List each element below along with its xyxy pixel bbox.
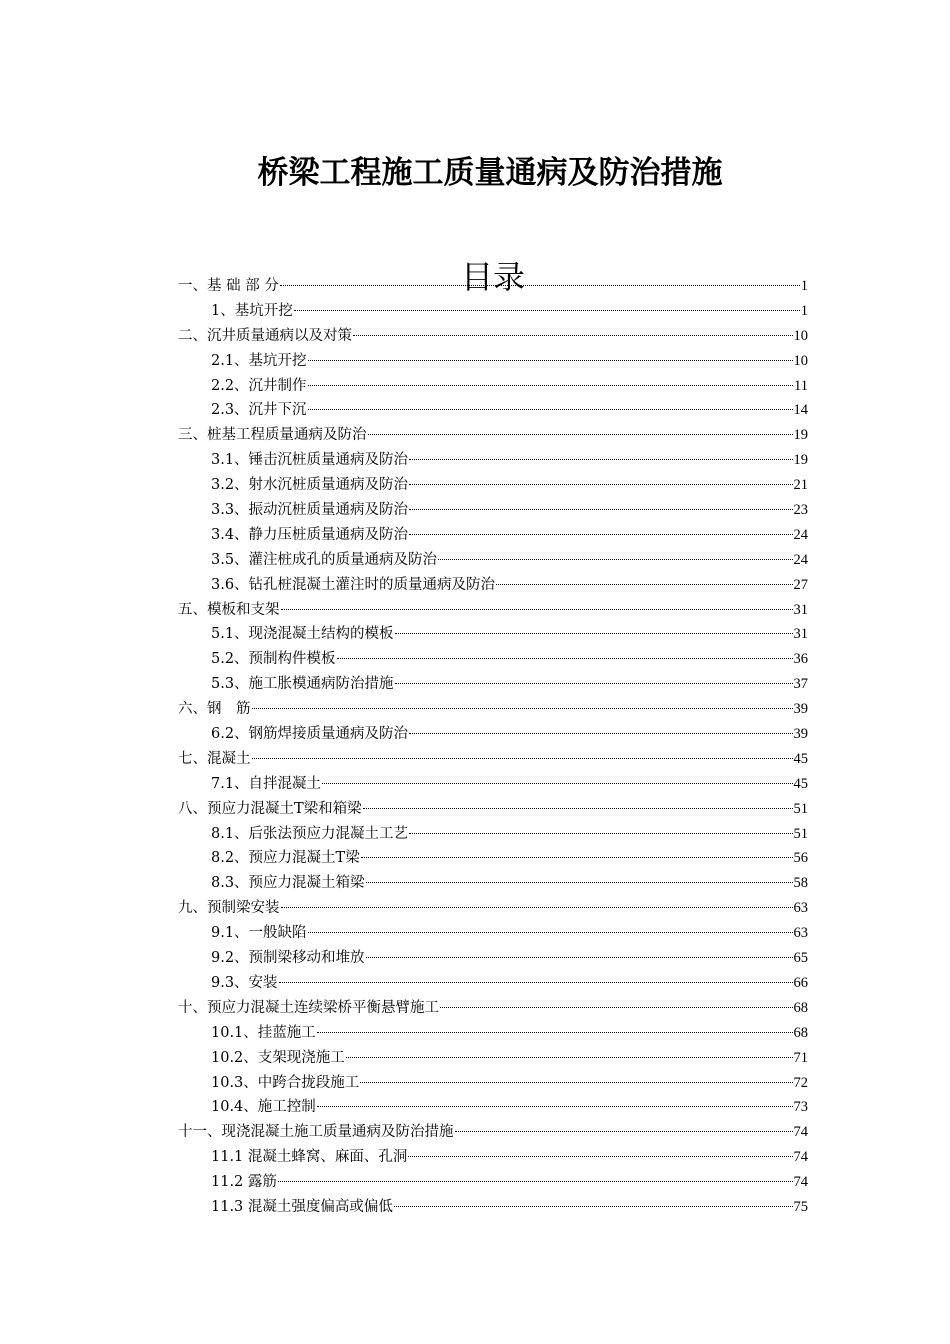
toc-entry-label: 9.2、预制梁移动和堆放 bbox=[211, 950, 365, 967]
toc-entry[interactable] bbox=[178, 1120, 808, 1145]
toc-dot-leader bbox=[395, 633, 793, 634]
toc-entry-label: 3.1、锤击沉桩质量通病及防治 bbox=[211, 452, 409, 469]
toc-entry[interactable] bbox=[178, 946, 808, 971]
toc-dot-leader bbox=[361, 857, 793, 858]
toc-entry[interactable] bbox=[178, 772, 808, 797]
toc-entry[interactable] bbox=[178, 1021, 808, 1046]
toc-entry-page-number: 58 bbox=[793, 875, 808, 892]
toc-entry[interactable] bbox=[178, 274, 808, 299]
toc-entry-label: 9.3、安装 bbox=[211, 974, 278, 991]
toc-dot-leader bbox=[409, 459, 792, 460]
toc-dot-leader bbox=[440, 1007, 793, 1008]
toc-entry[interactable] bbox=[178, 672, 808, 697]
toc-entry-page-number: 74 bbox=[793, 1124, 808, 1141]
toc-entry-label: 九、预制梁安装 bbox=[178, 900, 280, 917]
toc-entry-label: 11.1 混凝土蜂窝、麻面、孔洞 bbox=[211, 1149, 408, 1166]
toc-entry-page-number: 74 bbox=[793, 1174, 808, 1191]
toc-entry-label: 10.2、支架现浇施工 bbox=[211, 1049, 345, 1066]
toc-entry-page-number: 63 bbox=[793, 925, 808, 942]
toc-dot-leader bbox=[409, 509, 792, 510]
toc-entry-label: 三、桩基工程质量通病及防治 bbox=[178, 427, 367, 444]
toc-entry[interactable] bbox=[178, 398, 808, 423]
toc-entry-page-number: 65 bbox=[793, 950, 808, 967]
toc-entry-page-number: 1 bbox=[800, 278, 808, 294]
toc-dot-leader bbox=[308, 409, 793, 410]
toc-entry-page-number: 45 bbox=[793, 775, 808, 792]
toc-dot-leader bbox=[438, 559, 792, 560]
toc-entry-label: 3.2、射水沉桩质量通病及防治 bbox=[211, 477, 409, 494]
toc-entry-page-number: 21 bbox=[793, 477, 808, 494]
toc-entry-label: 5.3、施工胀模通病防治措施 bbox=[211, 676, 394, 693]
toc-entry-label: 5.1、现浇混凝土结构的模板 bbox=[211, 626, 394, 643]
toc-dot-leader bbox=[281, 907, 793, 908]
toc-entry[interactable] bbox=[178, 647, 808, 672]
toc-dot-leader bbox=[409, 833, 792, 834]
toc-dot-leader bbox=[317, 1032, 793, 1033]
toc-entry-page-number: 73 bbox=[793, 1099, 808, 1116]
toc-dot-leader bbox=[337, 658, 793, 659]
toc-entry-label: 10.1、挂蓝施工 bbox=[211, 1024, 316, 1041]
toc-entry-label: 11.3 混凝土强度偏高或偏低 bbox=[211, 1198, 393, 1215]
toc-entry-page-number: 19 bbox=[793, 427, 808, 444]
toc-entry-page-number: 75 bbox=[793, 1198, 808, 1215]
toc-entry-label: 3.4、静力压桩质量通病及防治 bbox=[211, 526, 409, 543]
toc-entry[interactable] bbox=[178, 1046, 808, 1071]
toc-entry[interactable] bbox=[178, 1071, 808, 1096]
toc-entry-page-number: 68 bbox=[793, 999, 808, 1016]
toc-entry-page-number: 51 bbox=[793, 800, 808, 817]
toc-entry-page-number: 66 bbox=[793, 974, 808, 991]
toc-entry[interactable] bbox=[178, 1145, 808, 1170]
toc-entry-label: 七、混凝土 bbox=[178, 750, 251, 767]
toc-entry-page-number: 68 bbox=[793, 1024, 808, 1041]
toc-entry[interactable] bbox=[178, 921, 808, 946]
toc-entry-label: 3.5、灌注桩成孔的质量通病及防治 bbox=[211, 551, 438, 568]
toc-entry-page-number: 56 bbox=[793, 850, 808, 867]
toc-entry-page-number: 1 bbox=[800, 302, 808, 319]
toc-entry-label: 五、模板和支架 bbox=[178, 601, 280, 618]
toc-dot-leader bbox=[363, 808, 793, 809]
document-title: 桥梁工程施工质量通病及防治措施 bbox=[257, 154, 723, 191]
toc-dot-leader bbox=[409, 484, 792, 485]
toc-entry-page-number: 39 bbox=[793, 701, 808, 718]
toc-entry-label: 十一、现浇混凝土施工质量通病及防治措施 bbox=[178, 1124, 454, 1141]
toc-entry-label: 2.3、沉井下沉 bbox=[211, 402, 307, 419]
toc-entry[interactable] bbox=[178, 871, 808, 896]
toc-entry-page-number: 11 bbox=[794, 377, 808, 394]
toc-dot-leader bbox=[366, 882, 793, 883]
toc-entry-page-number: 31 bbox=[793, 626, 808, 643]
toc-entry[interactable] bbox=[178, 996, 808, 1021]
toc-entry-page-number: 39 bbox=[793, 726, 808, 743]
toc-entry-label: 2.1、基坑开挖 bbox=[211, 352, 307, 369]
toc-entry-page-number: 14 bbox=[793, 402, 808, 419]
toc-dot-leader bbox=[308, 385, 793, 386]
toc-dot-leader bbox=[360, 1082, 792, 1083]
toc-entry-page-number: 71 bbox=[793, 1049, 808, 1066]
toc-entry-page-number: 27 bbox=[793, 576, 808, 593]
toc-dot-leader bbox=[368, 434, 793, 435]
toc-entry-page-number: 24 bbox=[793, 551, 808, 568]
toc-dot-leader bbox=[496, 584, 792, 585]
toc-entry[interactable] bbox=[178, 324, 808, 349]
toc-entry[interactable] bbox=[178, 971, 808, 996]
toc-dot-leader bbox=[252, 708, 793, 709]
toc-entry[interactable] bbox=[178, 374, 808, 399]
toc-dot-leader bbox=[279, 982, 793, 983]
toc-entry-label: 11.2 露筋 bbox=[211, 1174, 277, 1191]
toc-entry-page-number: 36 bbox=[793, 651, 808, 668]
toc-entry-label: 5.2、预制构件模板 bbox=[211, 651, 336, 668]
toc-entry-label: 8.2、预应力混凝土T梁 bbox=[211, 850, 360, 867]
toc-entry-page-number: 37 bbox=[793, 676, 808, 693]
toc-dot-leader bbox=[317, 1106, 793, 1107]
table-of-contents bbox=[178, 274, 808, 1220]
toc-entry-label: 八、预应力混凝土T梁和箱梁 bbox=[178, 800, 362, 817]
toc-entry-label: 2.2、沉井制作 bbox=[211, 377, 307, 394]
toc-entry-page-number: 19 bbox=[793, 452, 808, 469]
toc-dot-leader bbox=[278, 1181, 793, 1182]
toc-dot-leader bbox=[346, 1057, 793, 1058]
toc-entry-label: 8.3、预应力混凝土箱梁 bbox=[211, 875, 365, 892]
toc-entry[interactable] bbox=[178, 1195, 808, 1220]
toc-entry[interactable] bbox=[178, 349, 808, 374]
toc-dot-leader bbox=[322, 783, 792, 784]
toc-dot-leader bbox=[394, 1206, 793, 1207]
toc-dot-leader bbox=[409, 733, 792, 734]
toc-entry-label: 六、钢 筋 bbox=[178, 701, 251, 718]
toc-dot-leader bbox=[408, 1156, 792, 1157]
toc-dot-leader bbox=[308, 360, 793, 361]
toc-entry-page-number: 31 bbox=[793, 601, 808, 618]
toc-entry[interactable] bbox=[178, 822, 808, 847]
toc-dot-leader bbox=[366, 957, 793, 958]
toc-entry[interactable] bbox=[178, 896, 808, 921]
toc-entry[interactable] bbox=[178, 573, 808, 598]
toc-entry-page-number: 23 bbox=[793, 502, 808, 519]
toc-dot-leader bbox=[252, 758, 793, 759]
toc-dot-leader bbox=[281, 609, 793, 610]
toc-dot-leader bbox=[353, 335, 793, 336]
toc-entry-label: 一、基 础 部 分 bbox=[178, 278, 279, 294]
toc-entry-page-number: 10 bbox=[793, 327, 808, 344]
toc-entry[interactable] bbox=[178, 598, 808, 623]
toc-entry[interactable] bbox=[178, 473, 808, 498]
toc-entry[interactable] bbox=[178, 622, 808, 647]
toc-entry[interactable] bbox=[178, 448, 808, 473]
toc-entry-label: 3.3、振动沉桩质量通病及防治 bbox=[211, 502, 409, 519]
toc-dot-leader bbox=[409, 534, 792, 535]
toc-entry-label: 二、沉井质量通病以及对策 bbox=[178, 327, 352, 344]
toc-entry[interactable] bbox=[178, 846, 808, 871]
toc-entry-page-number: 45 bbox=[793, 750, 808, 767]
toc-entry-label: 9.1、一般缺陷 bbox=[211, 925, 307, 942]
toc-heading: 目录 bbox=[460, 257, 525, 296]
toc-entry[interactable] bbox=[178, 299, 808, 324]
toc-entry-page-number: 72 bbox=[793, 1074, 808, 1091]
toc-entry-label: 7.1、自拌混凝土 bbox=[211, 775, 322, 792]
toc-entry-page-number: 51 bbox=[793, 825, 808, 842]
toc-dot-leader bbox=[280, 285, 800, 286]
toc-entry[interactable] bbox=[178, 797, 808, 822]
toc-dot-leader bbox=[395, 683, 793, 684]
toc-entry-label: 6.2、钢筋焊接质量通病及防治 bbox=[211, 726, 409, 743]
toc-entry-label: 3.6、钻孔桩混凝土灌注时的质量通病及防治 bbox=[211, 576, 496, 593]
toc-entry-page-number: 24 bbox=[793, 526, 808, 543]
toc-entry-label: 8.1、后张法预应力混凝土工艺 bbox=[211, 825, 409, 842]
toc-entry[interactable] bbox=[178, 548, 808, 573]
toc-entry-page-number: 10 bbox=[793, 352, 808, 369]
toc-dot-leader bbox=[308, 932, 793, 933]
toc-entry[interactable] bbox=[178, 722, 808, 747]
toc-entry[interactable] bbox=[178, 498, 808, 523]
toc-dot-leader bbox=[455, 1131, 793, 1132]
toc-entry[interactable] bbox=[178, 423, 808, 448]
toc-entry[interactable] bbox=[178, 697, 808, 722]
toc-entry-page-number: 74 bbox=[793, 1149, 808, 1166]
toc-entry-label: 10.3、中跨合拢段施工 bbox=[211, 1074, 360, 1091]
toc-entry[interactable] bbox=[178, 1170, 808, 1195]
toc-entry[interactable] bbox=[178, 523, 808, 548]
toc-dot-leader bbox=[294, 310, 800, 311]
toc-entry[interactable] bbox=[178, 747, 808, 772]
toc-entry[interactable] bbox=[178, 1095, 808, 1120]
toc-entry-label: 10.4、施工控制 bbox=[211, 1099, 316, 1116]
toc-entry-page-number: 63 bbox=[793, 900, 808, 917]
toc-entry-label: 1、基坑开挖 bbox=[211, 302, 293, 319]
toc-entry-label: 十、预应力混凝土连续梁桥平衡悬臂施工 bbox=[178, 999, 439, 1016]
